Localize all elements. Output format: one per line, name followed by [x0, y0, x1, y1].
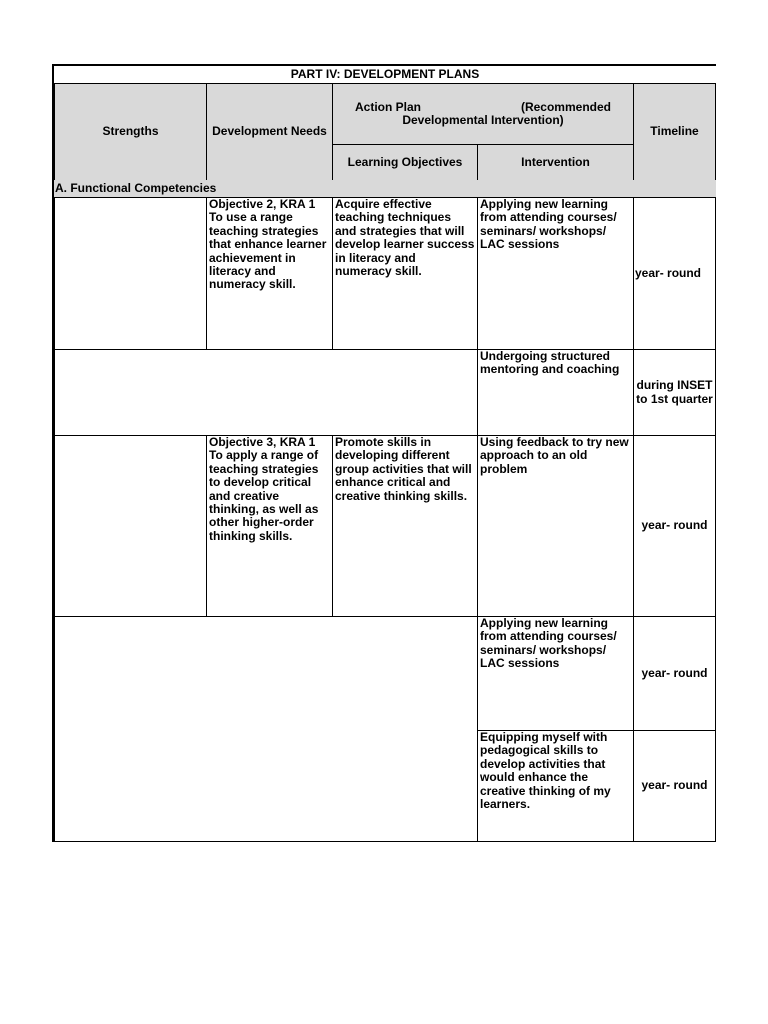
rows4-5-merged-empty-cell	[54, 616, 478, 842]
section-heading: A. Functional Competencies	[54, 180, 716, 198]
header-strengths: Strengths	[54, 83, 207, 181]
page-title: PART IV: DEVELOPMENT PLANS	[54, 66, 716, 84]
row1-strengths-cell	[54, 197, 207, 350]
row3-development-need: Objective 3, KRA 1 To apply a range of teaching strategies to develop critical and creative thinking, as well as other higher-order thinking skills.	[206, 435, 333, 617]
row3-strengths-cell	[54, 435, 207, 617]
action-plan-recommended: (Recommended	[520, 99, 611, 114]
row2-intervention: Undergoing structured mentoring and coaching	[477, 349, 634, 436]
row1-development-need: Objective 2, KRA 1 To use a range teaching strategies that enhance learner achievement in literacy and numeracy skill.	[206, 197, 333, 350]
header-learning-objectives: Learning Objectives	[332, 144, 478, 181]
header-timeline: Timeline	[633, 83, 716, 181]
header-action-plan	[332, 83, 634, 145]
row1-learning-objective: Acquire effective teaching techniques and strategies that will develop learner success in literacy and numeracy skill.	[332, 197, 478, 350]
row2-merged-empty-cell	[54, 349, 478, 436]
row4-timeline: year- round	[633, 616, 716, 731]
row3-timeline: year- round	[633, 435, 716, 617]
row4-intervention: Applying new learning from attending courses/ seminars/ workshops/ LAC sessions	[477, 616, 634, 731]
action-plan-subtitle: Developmental Intervention)	[402, 113, 564, 127]
row1-timeline: year- round	[633, 197, 716, 350]
row5-intervention: Equipping myself with pedagogical skills to develop activities that would enhance the creative thinking of my learners.	[477, 730, 634, 842]
row5-timeline: year- round	[633, 730, 716, 842]
header-intervention: Intervention	[477, 144, 634, 181]
row2-timeline: during INSET to 1st quarter	[633, 349, 716, 436]
action-plan-label: Action Plan	[355, 99, 422, 114]
header-development-needs: Development Needs	[206, 83, 333, 181]
row1-intervention: Applying new learning from attending courses/ seminars/ workshops/ LAC sessions	[477, 197, 634, 350]
row3-intervention: Using feedback to try new approach to an old problem	[477, 435, 634, 617]
row3-learning-objective: Promote skills in developing different group activities that will enhance critical and creative thinking skills.	[332, 435, 478, 617]
